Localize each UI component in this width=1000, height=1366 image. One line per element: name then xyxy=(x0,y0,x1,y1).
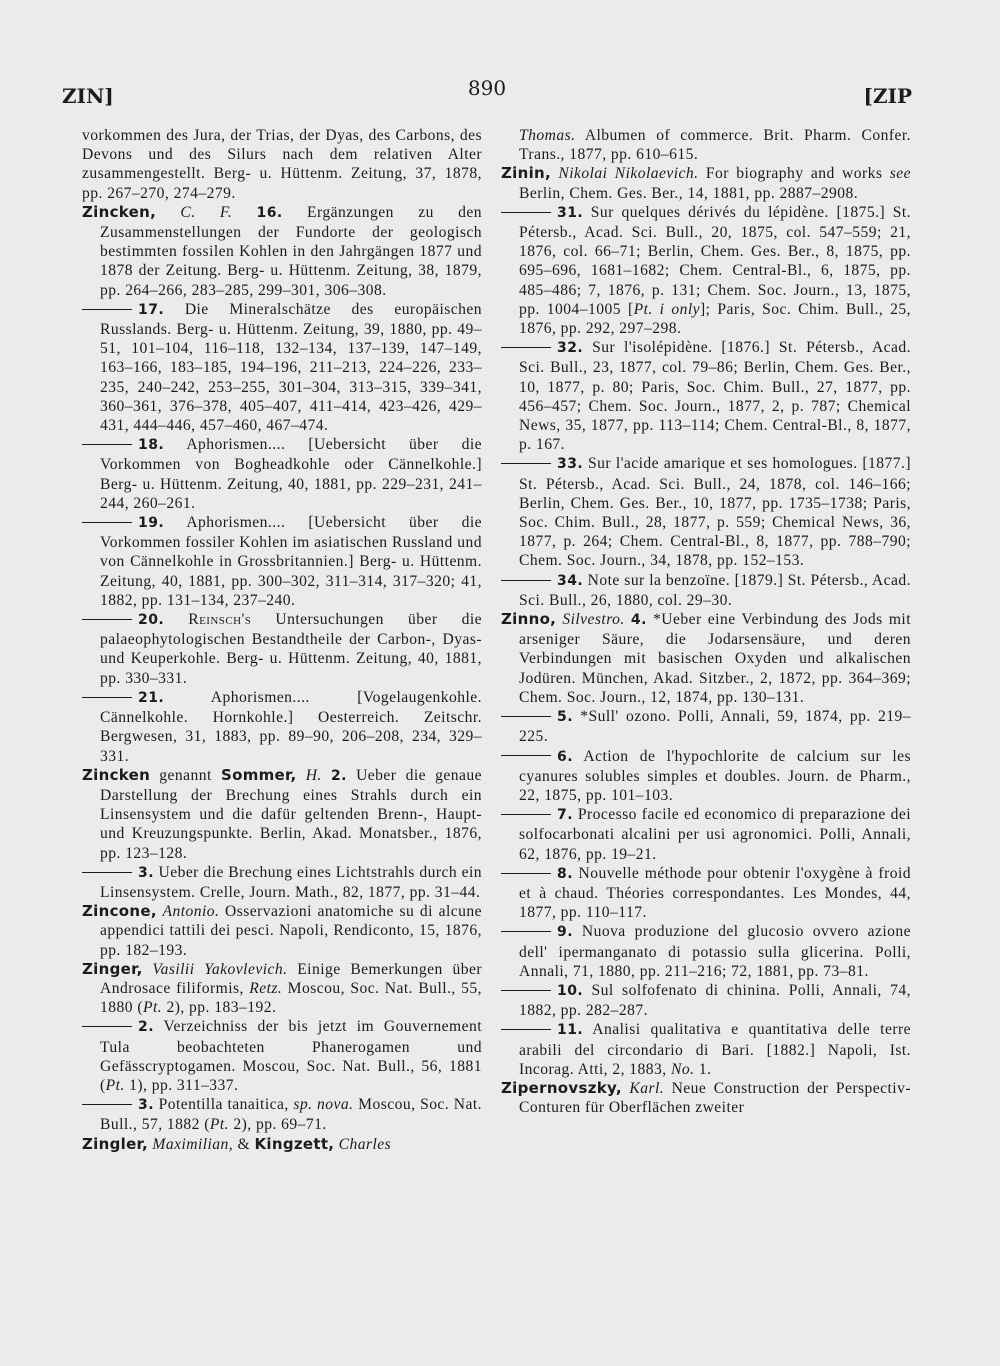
entry-sub xyxy=(501,338,911,454)
author-name: Zingler, xyxy=(82,1134,149,1153)
entry-text: 1. xyxy=(698,1060,712,1078)
author-initials: Vasilii Yakovlevich. xyxy=(152,960,288,978)
entry-zincken-sommer xyxy=(82,766,482,863)
entry-number: 32. xyxy=(557,340,584,357)
ditto-rule xyxy=(501,873,551,874)
entry-number: 16. xyxy=(256,204,283,221)
ditto-rule xyxy=(501,755,551,756)
entry-text: Ueber die genaue Darstellung der Brechung eines Strahls durch ein Linsensystem und die dafür geltenden Brenn-, Haupt- und Kreuzungspunkte. Berlin, Akad. Monatsber., 1876, pp. 123–128. xyxy=(100,766,482,862)
entry-number: 2. xyxy=(330,767,347,784)
entry-sub xyxy=(501,864,911,923)
number-label: No. xyxy=(671,1060,695,1078)
page-header xyxy=(62,76,912,110)
entry-text: Sur quelques dérivés du lépidène. [1875.] St. Pétersb., Acad. Sci. Bull., 20, 1875, col. 547–559; 21, 1876, col. 66–71; Berlin, Chem. Ges. Ber., 8, 1875, pp. 695–696, 1681–1682; Chem. Central-Bl., 6, 1875, pp. 485–486; 7, 1876, p. 131; Chem. Soc. Journ., 13, 1875, pp. 1004–1005 [ xyxy=(519,203,911,318)
entry-text: Verzeichniss der bis jetzt im Gouvernement Tula beobachteten Phanerogamen und Gefässcryptogamen. Moscou, Soc. Nat. Bull., 56, 1881 ( xyxy=(100,1018,482,1094)
entry-number: 17. xyxy=(138,301,165,318)
entry-zingler xyxy=(82,1135,482,1154)
entry-sub xyxy=(501,707,911,746)
author-name: Zincone, xyxy=(82,902,157,921)
entry-number: 7. xyxy=(557,807,573,824)
entry-number: 6. xyxy=(557,748,573,765)
author-name: Sommer, xyxy=(220,765,297,784)
ditto-rule xyxy=(82,697,132,698)
author-name: Zinger, xyxy=(82,959,143,978)
ditto-rule xyxy=(501,580,551,581)
entry-text: Sur l'acide amarique et ses homologues. [1877.] St. Pétersb., Acad. Sci. Bull., 24, 1878, col. 146–166; Berlin, Chem. Ges. Ber., 10, 1877, pp. 1735–1738; Paris, Soc. Chim. Bull., 28, 1877, p. 559; Chemical News, 36, 1877, p. 264; Chem. Central-Bl., 8, 1877, pp. 788–790; Chem. Soc. Journ., 34, 1878, pp. 152–153. xyxy=(519,455,911,570)
author-initials: Thomas. xyxy=(519,127,576,144)
entry-zinno xyxy=(501,610,911,707)
entry-sub xyxy=(82,1017,482,1095)
author-name: Zinno, xyxy=(501,610,557,629)
entry-number: 11. xyxy=(557,1022,584,1039)
entry-number: 4. xyxy=(630,612,647,629)
author-name: Zincken xyxy=(82,765,151,784)
entry-number: 5. xyxy=(557,709,573,726)
ditto-rule xyxy=(82,872,132,873)
entry-sub xyxy=(501,203,911,338)
entry-sub xyxy=(501,1020,911,1079)
entry-text: Nuova produzione del glucosio ovvero azione dell' ipermanganato di potassio sulla glicerina. Polli, Annali, 71, 1880, pp. 211–216; 72, 1881, pp. 73–81. xyxy=(519,923,911,980)
ditto-rule xyxy=(501,814,551,815)
author-initials: Antonio. xyxy=(162,903,220,921)
entry-zinin xyxy=(501,164,911,202)
see-reference: see xyxy=(889,165,911,183)
entry-text: Aphorismen.... [Uebersicht über die Vorkommen von Bogheadkohle oder Cännelkohle.] Berg- u. Hüttenm. Zeitung, 40, 1881, pp. 229–231, 241–244, 260–261. xyxy=(100,436,482,512)
entry-text: *Ueber eine Verbindung des Jods mit arseniger Säure, die Jodarsensäure, und deren Verbindungen mit basischen Oxyden und alkalischen Jodüren. München, Akad. Sitzber., 2, 1872, pp. 364–369; Chem. Soc. Journ., 12, 1874, pp. 130–131. xyxy=(519,611,911,706)
entry-sub xyxy=(501,571,911,610)
entry-person: Reinsch's xyxy=(188,611,252,629)
entry-zinger xyxy=(82,960,482,1018)
entry-number: 19. xyxy=(138,515,165,532)
entry-text: Berlin, Chem. Ges. Ber., 14, 1881, pp. 2887–2908. xyxy=(519,184,859,202)
entry-number: 3. xyxy=(138,864,154,881)
ditto-rule xyxy=(82,619,132,620)
author-initials: H. xyxy=(305,766,322,784)
entry-text: 1), pp. 311–337. xyxy=(129,1076,239,1094)
entry-zincken xyxy=(82,203,482,300)
entry-sub xyxy=(501,981,911,1020)
entry-text: 2), pp. 69–71. xyxy=(233,1116,327,1134)
part-label: Pt. xyxy=(209,1116,229,1134)
entry-sub xyxy=(82,1095,482,1134)
header-right-range: [ZIP xyxy=(863,84,912,108)
entry-text: Nouvelle méthode pour obtenir l'oxygène à froid et à chaud. Théories correspondantes. Les Mondes, 44, 1877, pp. 110–117. xyxy=(519,864,911,922)
author-initials: Nikolai Nikolaevich. xyxy=(558,165,699,183)
entry-number: 31. xyxy=(557,204,584,221)
author-name: Zipernovszky, xyxy=(501,1078,622,1097)
ditto-rule xyxy=(82,1104,132,1105)
entry-text: Albumen of commerce. Brit. Pharm. Confer. Trans., 1877, pp. 610–615. xyxy=(519,127,912,164)
part-label: Pt. i only xyxy=(633,300,701,318)
author-connector: genannt xyxy=(159,766,212,784)
entry-text: Action de l'hypochlorite de calcium sur les cyanures solubles simples et doubles. Journ. de Pharm., 22, 1875, pp. 101–103. xyxy=(519,747,911,804)
entry-text: Processo facile ed economico di preparazione dei solfocarbonati alcalini per usi agronomici. Polli, Annali, 62, 1876, pp. 19–21. xyxy=(519,806,912,863)
author-name: Kingzett, xyxy=(254,1134,335,1153)
entry-sub xyxy=(501,747,911,806)
entry-text: Die Mineralschätze des europäischen Russlands. Berg- u. Hüttenm. Zeitung, 39, 1880, pp. 49–51, 101–104, 116–118, 132–134, 137–139, 147–149, 163–166, 183–185, 194–196, 211–213, 224–226, 233–235, 240–242, 253–255, 301–304, 313–315, 339–341, 360–361, 376–378, 405–407, 411–414, 423–426, 429–431, 444–446, 457–460, 467–474. xyxy=(100,300,482,435)
entry-text: Analisi qualitativa e quantitativa delle terre arabili del circondario di Bari. [1882.] Napoli, Ist. Incorag. Atti, 2, 1883, xyxy=(519,1021,911,1078)
entry-sub xyxy=(82,300,482,435)
entry-number: 8. xyxy=(557,865,573,882)
entry-text: Ueber die Brechung eines Lichtstrahls durch ein Linsensystem. Crelle, Journ. Math., 82, 1877, pp. 31–44. xyxy=(100,863,482,901)
author-name: Zinin, xyxy=(501,164,552,183)
page-number: 890 xyxy=(467,76,507,100)
entry-sub xyxy=(82,863,482,902)
entry-number: 10. xyxy=(557,982,584,999)
author-initials: Silvestro. xyxy=(562,611,625,629)
ditto-rule xyxy=(501,990,551,991)
entry-text: Untersuchungen über die palaeophytologischen Bestandtheile der Carbon-, Dyas- und Keuperkohle. Berg- u. Hüttenm. Zeitung, 40, 1881, pp. 330–331. xyxy=(100,611,482,687)
entry-sub xyxy=(501,805,911,864)
ditto-rule xyxy=(501,463,551,464)
author-initials: Karl. xyxy=(629,1079,665,1097)
ditto-rule xyxy=(501,716,551,717)
author-initials: C. F. xyxy=(180,203,233,221)
taxon-author: Retz. xyxy=(249,979,283,997)
header-left-range: ZIN] xyxy=(62,84,114,108)
entry-number: 20. xyxy=(138,612,165,629)
left-column xyxy=(82,126,482,1154)
species-note: sp. nova. xyxy=(293,1096,354,1114)
ditto-rule xyxy=(82,522,132,523)
author-initials: Charles xyxy=(338,1135,392,1153)
entry-text: Sur l'isolépidène. [1876.] St. Pétersb., Acad. Sci. Bull., 23, 1877, col. 79–86; Berlin, Chem. Ges. Ber., 10, 1877, p. 80; Paris, Soc. Chim. Bull., 27, 1877, pp. 456–457; Chem. Soc. Journ., 1877, 2, p. 787; Chemical News, 35, 1877, pp. 113–114; Chem. Central-Bl., 8, 1877, p. 167. xyxy=(519,339,911,454)
entry-number: 33. xyxy=(557,456,584,473)
author-name: Zincken, xyxy=(82,202,157,221)
part-label: Pt. xyxy=(105,1076,125,1094)
entry-continuation xyxy=(501,126,911,164)
ditto-rule xyxy=(501,347,551,348)
entry-text: Osservazioni anatomiche su di alcune appendici tattili dei pesci. Napoli, Rendiconto, 15, 1876, pp. 182–193. xyxy=(100,903,482,959)
entry-sub xyxy=(82,513,482,610)
entry-text: Aphorismen.... [Uebersicht über die Vorkommen fossiler Kohlen im asiatischen Russland und von Cännelkohle in Grossbritannien.] Berg- u. Hüttenm. Zeitung, 40, 1881, pp. 300–302, 311–314, 317–320; 41, 1882, pp. 131–134, 237–240. xyxy=(100,514,482,609)
entry-text: Ergänzungen zu den Zusammenstellungen der Fundorte der geologisch bestimmten fossilen Kohlen in den Jahrgängen 1877 und 1878 der Zeitung. Berg- u. Hüttenm. Zeitung, 38, 1879, pp. 264–266, 283–285, 299–301, 306–308. xyxy=(100,203,482,299)
right-column xyxy=(501,126,911,1117)
entry-text: 2), pp. 183–192. xyxy=(166,999,277,1017)
part-label: Pt. xyxy=(142,999,163,1017)
entry-number: 2. xyxy=(138,1019,154,1036)
entry-sub xyxy=(82,610,482,688)
entry-text: Einige Bemerkungen über Androsace filiformis, xyxy=(100,960,482,997)
entry-text: *Sull' ozono. Polli, Annali, 59, 1874, pp. 219–225. xyxy=(519,708,911,746)
entry-text: Neue Construction der Perspectiv-Conturen für Oberflächen zweiter xyxy=(519,1079,911,1117)
entry-sub xyxy=(82,435,482,513)
ditto-rule xyxy=(501,931,551,932)
entry-sub xyxy=(501,454,911,570)
ditto-rule xyxy=(501,1029,551,1030)
entry-continuation xyxy=(82,126,482,203)
entry-zincone xyxy=(82,902,482,960)
entry-text: Sul solfofenato di chinina. Polli, Annali, 74, 1882, pp. 282–287. xyxy=(519,981,911,1020)
entry-number: 9. xyxy=(557,924,573,941)
author-connector: & xyxy=(237,1135,251,1153)
entry-text: Moscou, Soc. Nat. Bull., 57, 1882 ( xyxy=(100,1096,482,1134)
ditto-rule xyxy=(501,212,551,213)
ditto-rule xyxy=(82,444,132,445)
ditto-rule xyxy=(82,1026,132,1027)
entry-text: Moscou, Soc. Nat. Bull., 55, 1880 ( xyxy=(100,979,482,1017)
entry-number: 21. xyxy=(138,689,165,706)
ditto-rule xyxy=(82,309,132,310)
entry-text: ]; Paris, Soc. Chim. Bull., 25, 1876, pp. 292, 297–298. xyxy=(519,300,912,338)
entry-text: Potentilla tanaitica, xyxy=(158,1096,289,1114)
entry-number: 34. xyxy=(557,572,584,589)
entry-sub xyxy=(82,688,482,766)
entry-text: Note sur la benzoïne. [1879.] St. Pétersb., Acad. Sci. Bull., 26, 1880, col. 29–30. xyxy=(519,571,911,609)
entry-text: For biography and works xyxy=(705,165,883,183)
entry-number: 3. xyxy=(138,1097,154,1114)
entry-text: vorkommen des Jura, der Trias, der Dyas, des Carbons, des Devons und des Silurs nach dem relativen Alter zusammengestellt. Berg- u. Hüttenm. Zeitung, 37, 1878, pp. 267–270, 274–279. xyxy=(82,127,482,202)
entry-text: Aphorismen.... [Vogelaugenkohle. Cännelkohle. Hornkohle.] Oesterreich. Zeitschr. Bergwesen, 31, 1883, pp. 89–90, 206–208, 234, 329–331. xyxy=(100,688,482,765)
entry-sub xyxy=(501,922,911,981)
entry-number: 18. xyxy=(138,437,165,454)
entry-zipernovszky xyxy=(501,1079,911,1117)
author-initials: Maximilian, xyxy=(152,1135,234,1153)
